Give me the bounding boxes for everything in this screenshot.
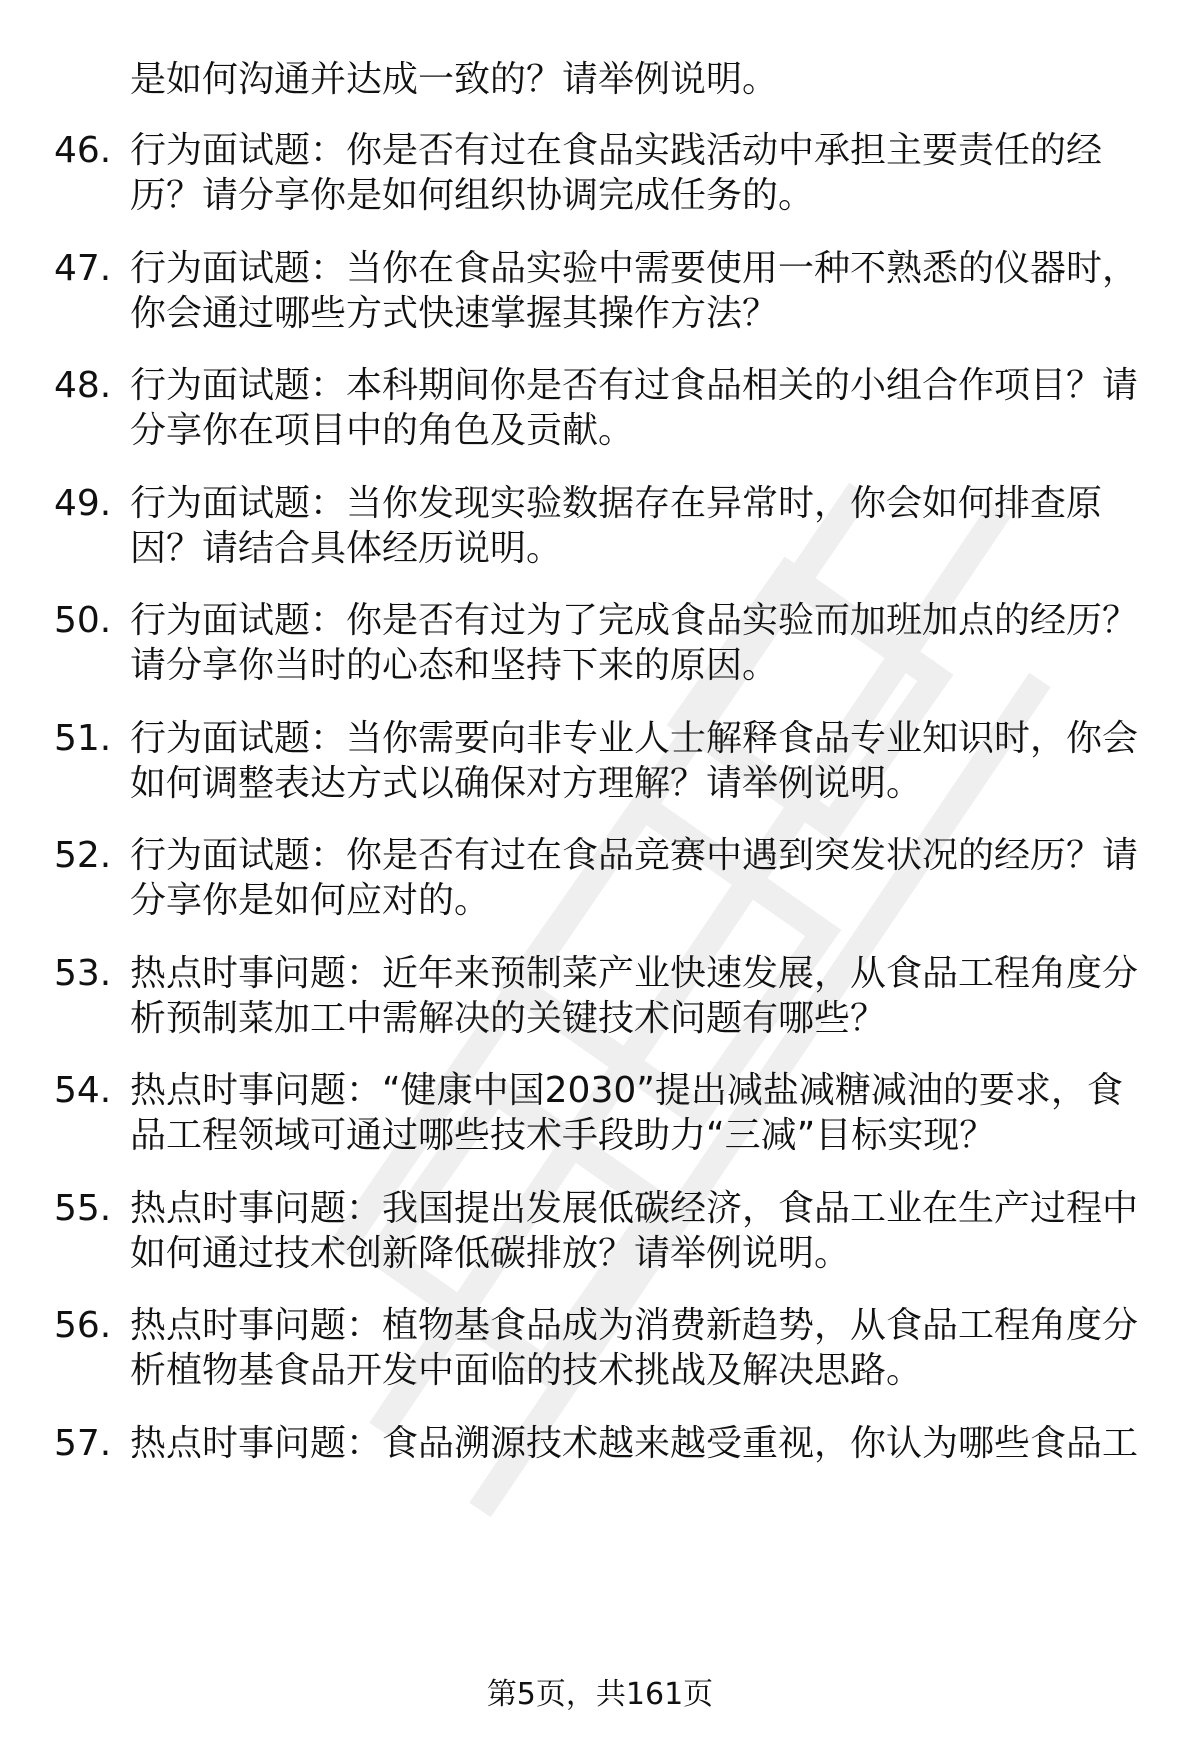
page-footer: 第5页，共161页 <box>486 1677 714 1712</box>
question-text: 行为面试题：当你需要向非专业人士解释食品专业知识时，你会 <box>130 718 1139 759</box>
question-text: 分享你在项目中的角色及贡献。 <box>130 410 635 451</box>
question-number: 56. <box>54 1305 112 1346</box>
question-text: 热点时事问题：我国提出发展低碳经济，食品工业在生产过程中 <box>130 1188 1139 1229</box>
question-text: 如何调整表达方式以确保对方理解？请举例说明。 <box>130 763 923 804</box>
question-text: 析预制菜加工中需解决的关键技术问题有哪些？ <box>130 998 887 1039</box>
question-text: 如何通过技术创新降低碳排放？请举例说明。 <box>130 1233 851 1274</box>
question-text: 请分享你当时的心态和坚持下来的原因。 <box>130 645 779 686</box>
question-text: 分享你是如何应对的。 <box>130 880 491 921</box>
question-number: 51. <box>54 718 112 759</box>
question-text: 历？请分享你是如何组织协调完成任务的。 <box>130 175 815 216</box>
question-number: 54. <box>54 1070 112 1111</box>
question-text: 品工程领域可通过哪些技术手段助力“三减”目标实现？ <box>130 1115 996 1156</box>
question-number: 49. <box>54 483 112 524</box>
question-text: 析植物基食品开发中面临的技术挑战及解决思路。 <box>130 1350 923 1391</box>
question-text: 行为面试题：你是否有过在食品竞赛中遇到突发状况的经历？请 <box>130 835 1139 876</box>
question-text: 热点时事问题：近年来预制菜产业快速发展，从食品工程角度分 <box>130 953 1139 994</box>
question-text: 行为面试题：你是否有过为了完成食品实验而加班加点的经历？ <box>130 600 1139 641</box>
question-number: 47. <box>54 248 112 289</box>
question-number: 55. <box>54 1188 112 1229</box>
question-number: 52. <box>54 835 112 876</box>
question-text: 热点时事问题：食品溯源技术越来越受重视，你认为哪些食品工 <box>130 1423 1139 1464</box>
continuation-text: 是如何沟通并达成一致的？请举例说明。 <box>130 59 779 100</box>
question-number: 48. <box>54 365 112 406</box>
question-text: 热点时事问题：植物基食品成为消费新趋势，从食品工程角度分 <box>130 1305 1139 1346</box>
question-text: 行为面试题：当你在食品实验中需要使用一种不熟悉的仪器时， <box>130 248 1139 289</box>
question-text: 因？请结合具体经历说明。 <box>130 528 563 569</box>
question-text: 你会通过哪些方式快速掌握其操作方法？ <box>130 293 779 334</box>
question-text: 行为面试题：你是否有过在食品实践活动中承担主要责任的经 <box>130 130 1103 171</box>
question-text: 热点时事问题：“健康中国2030”提出减盐减糖减油的要求，食 <box>130 1070 1123 1111</box>
question-number: 53. <box>54 953 112 994</box>
question-text: 行为面试题：当你发现实验数据存在异常时，你会如何排查原 <box>130 483 1103 524</box>
question-text: 行为面试题：本科期间你是否有过食品相关的小组合作项目？请 <box>130 365 1139 406</box>
question-number: 50. <box>54 600 112 641</box>
question-number: 57. <box>54 1423 112 1464</box>
question-number: 46. <box>54 130 112 171</box>
